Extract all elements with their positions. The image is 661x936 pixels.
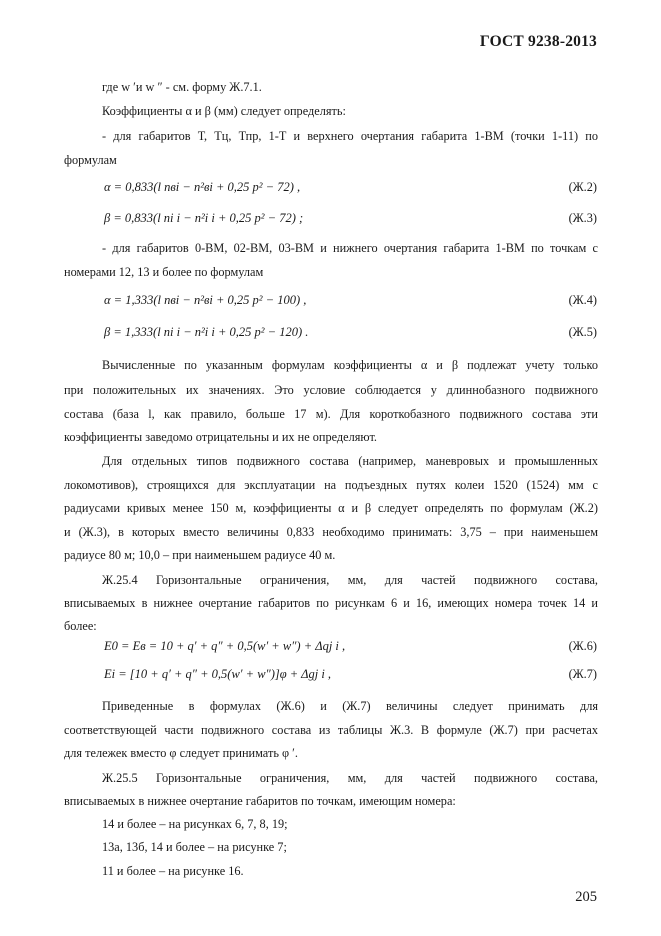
formula-number: (Ж.6) <box>568 639 597 653</box>
text-line: Коэффициенты α и β (мм) следует определять: <box>102 104 346 118</box>
text-line: состава (база l, как правило, больше 17 м). Для короткобазного подвижного состава эти <box>64 407 598 421</box>
text-line: радиусами кривых менее 150 м, коэффициенты α и β следует определять по формулам (Ж.2) <box>64 501 598 515</box>
text-line: Вычисленные по указанным формулам коэффициенты α и β подлежат учету только <box>102 358 598 372</box>
formula-zh5: β = 1,333(l ni i − n²i i + 0,25 p² − 120) . <box>104 325 309 339</box>
text-line: где w ′и w ″ - см. форму Ж.7.1. <box>102 80 262 94</box>
text-line: вписываемых в нижнее очертание габаритов по рисункам 6 и 16, имеющих номера точек 14 и <box>64 596 598 610</box>
text-line: радиусе 80 м; 10,0 – при наименьшем радиусе 40 м. <box>64 548 336 562</box>
page-number: 205 <box>575 889 597 905</box>
formula-zh6: E0 = Eв = 10 + q′ + q″ + 0,5(w′ + w″) + Δqj i , <box>104 639 346 653</box>
text-line: для тележек вместо φ следует принимать φ ′. <box>64 746 298 760</box>
text-line: коэффициенты заведомо отрицательны и их не определяют. <box>64 430 377 444</box>
text-line: 11 и более – на рисунке 16. <box>102 864 244 878</box>
text-line: Приведенные в формулах (Ж.6) и (Ж.7) величины следует принимать для <box>102 699 598 713</box>
text-line: - для габаритов Т, Тц, Тпр, 1-Т и верхнего очертания габарита 1-ВМ (точки 1-11) по <box>102 129 598 143</box>
formula-number: (Ж.5) <box>568 325 597 339</box>
formula-number: (Ж.7) <box>568 667 597 681</box>
text-line: формулам <box>64 153 117 167</box>
document-number: ГОСТ 9238-2013 <box>479 33 597 50</box>
formula-zh7: Ei = [10 + q′ + q″ + 0,5(w′ + w″)]φ + Δgj i , <box>104 667 332 681</box>
formula-zh2: α = 0,833(l nвi − n²вi + 0,25 p² − 72) , <box>104 180 301 194</box>
text-line: Ж.25.5 Горизонтальные ограничения, мм, для частей подвижного состава, <box>102 771 598 785</box>
text-line: локомотивов), строящихся для эксплуатации на подъездных путях колеи 1520 (1524) мм с <box>64 478 598 492</box>
text-line: Ж.25.4 Горизонтальные ограничения, мм, для частей подвижного состава, <box>102 573 598 587</box>
formula-number: (Ж.3) <box>568 211 597 225</box>
formula-number: (Ж.4) <box>568 293 597 307</box>
text-line: 13а, 13б, 14 и более – на рисунке 7; <box>102 840 287 854</box>
text-line: при положительных их значениях. Это условие соблюдается у длиннобазного подвижного <box>64 383 598 397</box>
text-line: и (Ж.3), в которых вместо величины 0,833 необходимо принимать: 3,75 – при наименьшем <box>64 525 598 539</box>
formula-zh4: α = 1,333(l nвi − n²вi + 0,25 p² − 100) , <box>104 293 307 307</box>
text-line: соответствующей части подвижного состава из таблицы Ж.3. В формуле (Ж.7) при расчетах <box>64 723 598 737</box>
formula-number: (Ж.2) <box>568 180 597 194</box>
text-line: 14 и более – на рисунках 6, 7, 8, 19; <box>102 817 288 831</box>
formula-zh3: β = 0,833(l ni i − n²i i + 0,25 p² − 72) ; <box>104 211 304 225</box>
text-line: - для габаритов 0-ВМ, 02-ВМ, 03-ВМ и нижнего очертания габарита 1-ВМ по точкам с <box>102 241 598 255</box>
text-line: Для отдельных типов подвижного состава (например, маневровых и промышленных <box>102 454 598 468</box>
text-line: более: <box>64 619 97 633</box>
text-line: вписываемых в нижнее очертание габаритов по точкам, имеющим номера: <box>64 794 456 808</box>
text-line: номерами 12, 13 и более по формулам <box>64 265 264 279</box>
